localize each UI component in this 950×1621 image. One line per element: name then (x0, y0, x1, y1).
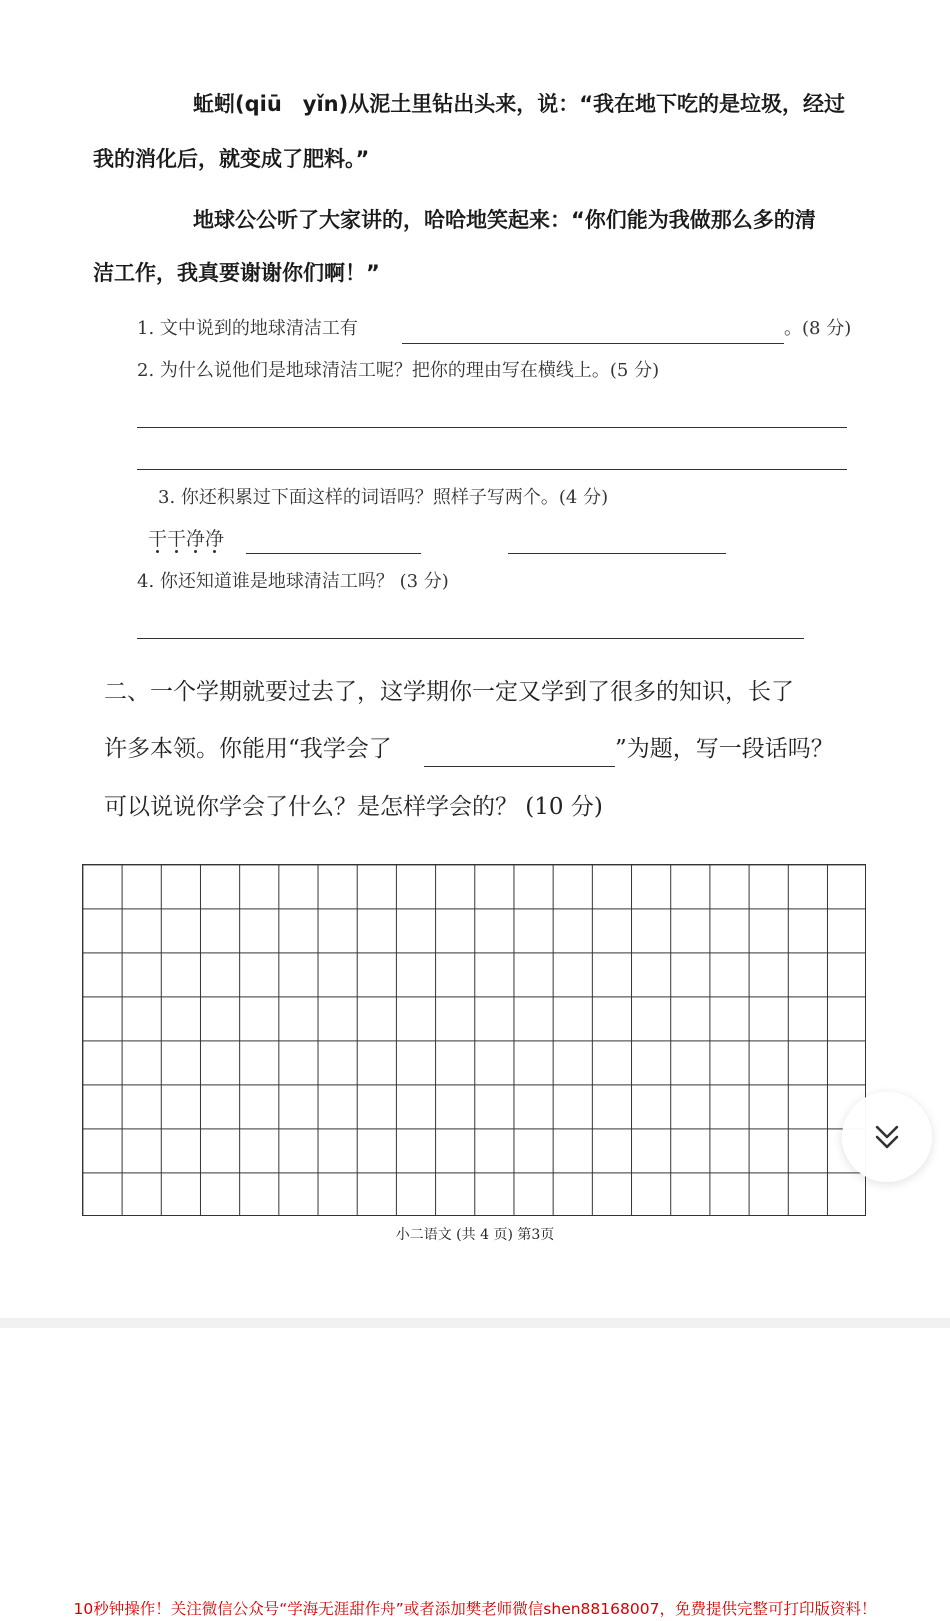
question-3-answer-line-1 (246, 553, 421, 554)
essay-title-blank (424, 766, 615, 767)
question-3-text: 3. 你还积累过下面这样的词语吗？照样子写两个。(4 分) (158, 487, 609, 508)
essay-prompt-line-2b: ”为题，写一段话吗？ (615, 736, 834, 762)
question-1-text: 1. 文中说到的地球清洁工有 (137, 318, 358, 339)
question-2-answer-line-1 (137, 427, 847, 428)
essay-prompt-line-2a: 许多本领。你能用“我学会了 (104, 736, 392, 762)
writing-grid (82, 864, 866, 1216)
question-2-answer-line-2 (137, 469, 847, 470)
double-chevron-down-icon (870, 1120, 904, 1154)
emphasis-dot (156, 550, 159, 553)
question-1-answer-line (402, 343, 784, 344)
story-paragraph-1-line-2: 我的消化后，就变成了肥料。” (93, 147, 370, 171)
story-paragraph-2-line-1: 地球公公听了大家讲的，哈哈地笑起来：“你们能为我做那么多的清 (193, 208, 816, 232)
question-4-text: 4. 你还知道谁是地球清洁工吗？ (3 分) (137, 571, 449, 592)
question-3-example-word: 干干净净 (148, 528, 225, 550)
story-paragraph-2-line-2: 洁工作，我真要谢谢你们啊！” (93, 261, 380, 285)
question-4-answer-line (137, 638, 804, 639)
emphasis-dot (194, 550, 197, 553)
emphasis-dot (175, 550, 178, 553)
question-3-answer-line-2 (508, 553, 726, 554)
page-separator (0, 1318, 950, 1328)
promo-banner: 10秒钟操作！关注微信公众号“学海无涯甜作舟”或者添加樊老师微信shen88168007，免费提供完整可打印版资料！ (73, 1600, 877, 1618)
essay-prompt-line-1: 二、一个学期就要过去了，这学期你一定又学到了很多的知识，长了 (104, 679, 794, 705)
essay-prompt-line-3: 可以说说你学会了什么？是怎样学会的？ (10 分) (104, 794, 603, 820)
page-footer: 小二语文 (共 4 页) 第3页 (395, 1227, 555, 1243)
scroll-down-button[interactable] (842, 1092, 932, 1182)
question-1-score: 。(8 分) (784, 318, 852, 339)
question-2-text: 2. 为什么说他们是地球清洁工呢？把你的理由写在横线上。(5 分) (137, 360, 660, 381)
story-paragraph-1-line-1: 蚯蚓(qiū yǐn)从泥土里钻出头来，说：“我在地下吃的是垃圾，经过 (193, 92, 846, 116)
emphasis-dot (213, 550, 216, 553)
next-page-area (0, 1328, 950, 1590)
